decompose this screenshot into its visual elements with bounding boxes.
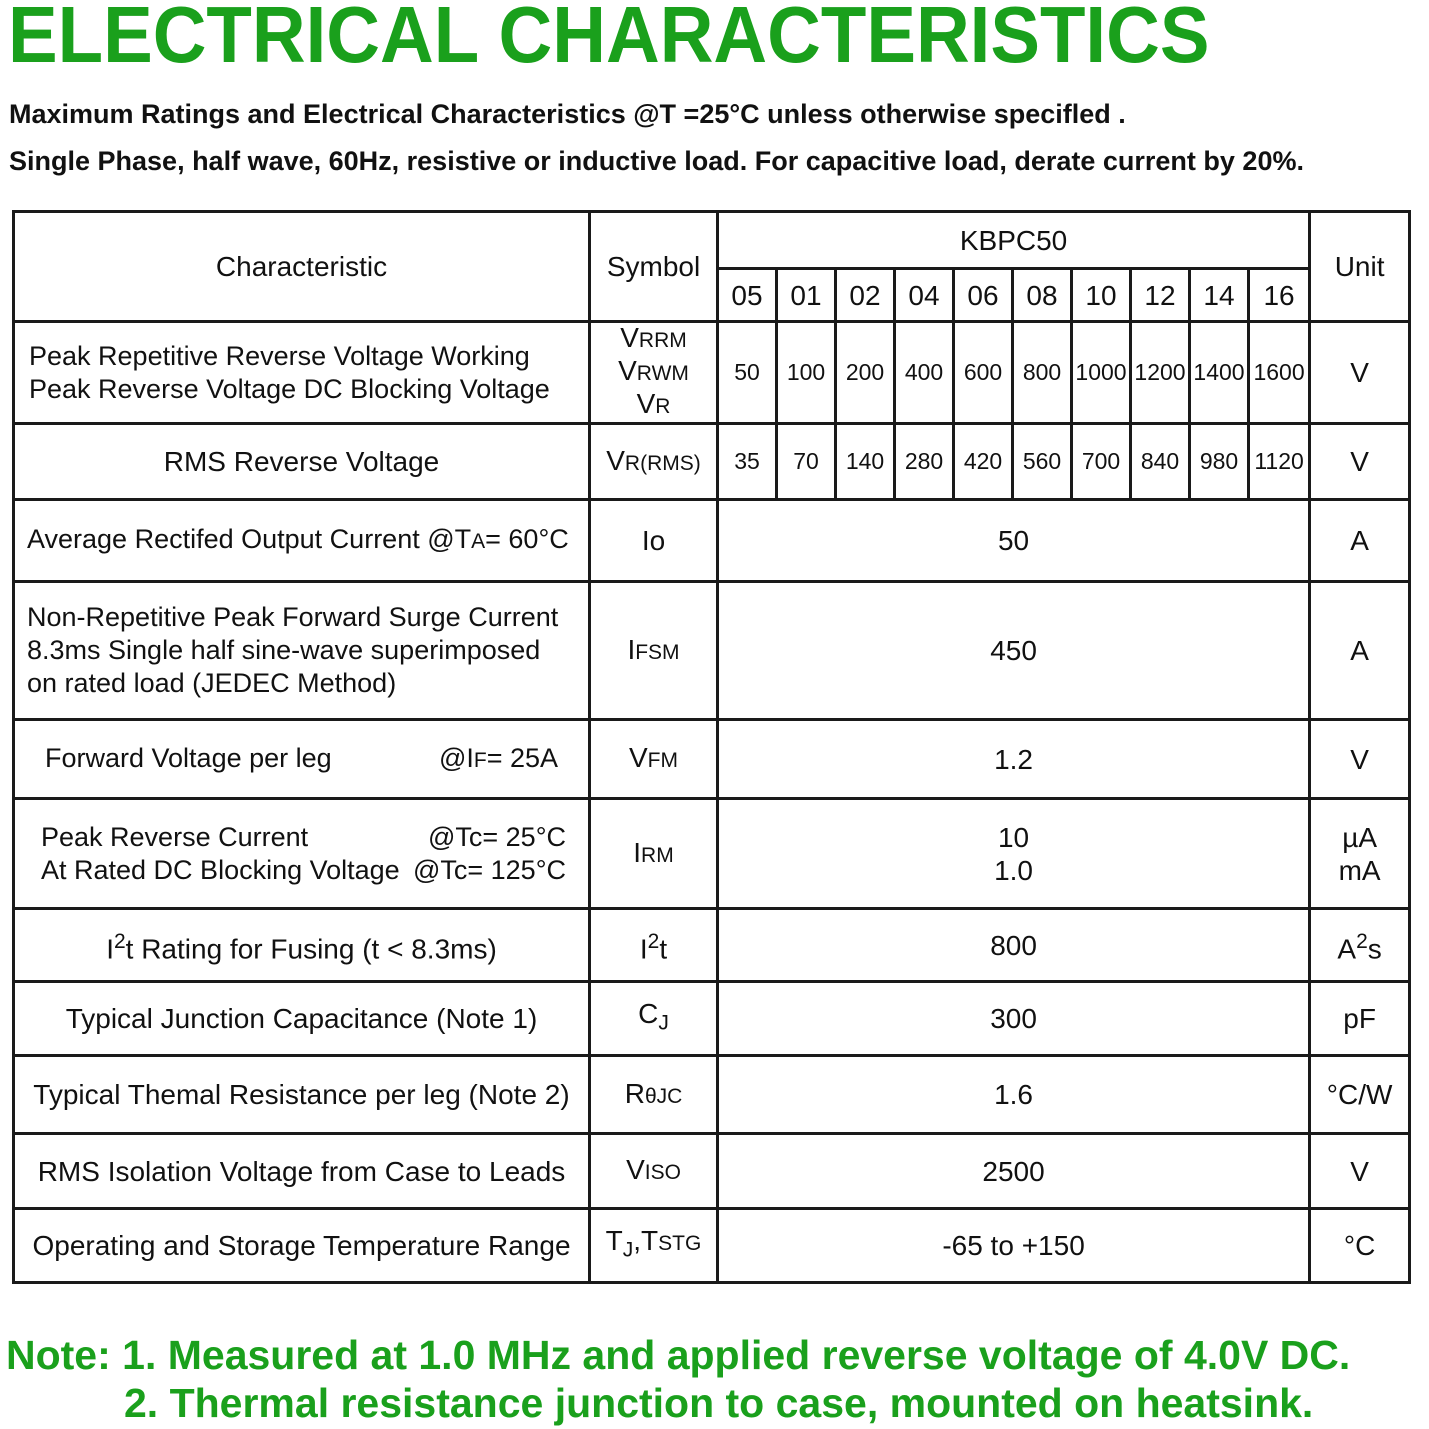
table-row bbox=[14, 424, 1410, 500]
value-cell: 1120 bbox=[1249, 424, 1310, 500]
desc-condition: @Tc= 125°C bbox=[412, 854, 566, 885]
symbol-subscript: RM bbox=[641, 843, 674, 867]
symbol-subscript: RWM bbox=[636, 362, 689, 385]
symbol-subscript: J bbox=[622, 1238, 634, 1262]
symbol-subscript: STG bbox=[658, 1232, 702, 1256]
desc-text: Average Rectifed Output Current @T bbox=[27, 524, 472, 554]
condition-text: @I bbox=[438, 742, 474, 773]
variant-cell: 10 bbox=[1072, 269, 1131, 322]
symbol-main: V bbox=[628, 742, 648, 773]
value-cell: 1600 bbox=[1249, 322, 1310, 424]
variant-cell: 05 bbox=[718, 269, 777, 322]
symbol-main: V bbox=[620, 322, 639, 353]
symbol-superscript: 2 bbox=[647, 929, 660, 953]
value-cell: 1000 bbox=[1072, 322, 1131, 424]
unit-cell: V bbox=[1310, 1134, 1410, 1209]
symbol-main: T bbox=[641, 1225, 659, 1257]
desc-text: At Rated DC Blocking Voltage bbox=[41, 854, 400, 885]
desc-text: Forward Voltage per leg bbox=[45, 742, 332, 773]
unit-cell: V bbox=[1310, 322, 1410, 424]
variant-cell: 14 bbox=[1190, 269, 1249, 322]
symbol-main: V bbox=[618, 355, 637, 386]
symbol-main: I bbox=[633, 836, 642, 868]
row-symbol bbox=[590, 720, 718, 799]
row-description: Operating and Storage Temperature Range bbox=[14, 1209, 590, 1283]
symbol-main: T bbox=[605, 1225, 623, 1257]
value-cell: 980 bbox=[1190, 424, 1249, 500]
value-cell: 300 bbox=[718, 982, 1310, 1056]
desc-text: t Rating for Fusing (t < 8.3ms) bbox=[125, 933, 497, 965]
desc-line: Non-Repetitive Peak Forward Surge Current bbox=[27, 602, 559, 632]
symbol-separator: , bbox=[633, 1225, 642, 1257]
header-characteristic: Characteristic bbox=[14, 212, 590, 322]
unit-text: A bbox=[1337, 933, 1357, 965]
symbol-line bbox=[591, 323, 716, 356]
desc-pair bbox=[41, 854, 588, 887]
page-title: ELECTRICAL CHARACTERISTICS bbox=[8, 0, 1210, 79]
unit-cell bbox=[1310, 909, 1410, 982]
symbol-main: I bbox=[639, 933, 648, 965]
value-cell: 1200 bbox=[1131, 322, 1190, 424]
row-description: RMS Isolation Voltage from Case to Leads bbox=[14, 1134, 590, 1209]
table-row bbox=[14, 720, 1410, 799]
unit-cell: °C/W bbox=[1310, 1056, 1410, 1134]
symbol-line bbox=[591, 389, 716, 422]
value-cell: 1.2 bbox=[718, 720, 1310, 799]
variant-cell: 12 bbox=[1131, 269, 1190, 322]
table-row bbox=[14, 1134, 1410, 1209]
symbol-subscript: FSM bbox=[635, 640, 680, 664]
unit-cell: V bbox=[1310, 424, 1410, 500]
unit-text: s bbox=[1367, 933, 1382, 965]
note-2: 2. Thermal resistance junction to case, mounted on heatsink. bbox=[124, 1380, 1314, 1426]
row-description bbox=[14, 322, 590, 424]
table-row bbox=[14, 799, 1410, 909]
condition-subscript: F bbox=[473, 748, 487, 772]
table-row bbox=[14, 909, 1410, 982]
desc-pair bbox=[41, 821, 588, 854]
row-description bbox=[14, 720, 590, 799]
variant-cell: 06 bbox=[954, 269, 1013, 322]
unit-cell: pF bbox=[1310, 982, 1410, 1056]
symbol-main: C bbox=[638, 998, 659, 1030]
desc-line: 8.3ms Single half sine-wave superimposed bbox=[27, 635, 541, 665]
unit-cell: A bbox=[1310, 582, 1410, 720]
characteristics-table bbox=[12, 210, 1411, 1284]
value-cell: 600 bbox=[954, 322, 1013, 424]
row-description: RMS Reverse Voltage bbox=[14, 424, 590, 500]
table-row bbox=[14, 500, 1410, 582]
value-line: 1.0 bbox=[994, 854, 1034, 886]
subtitle-ratings: Maximum Ratings and Electrical Characteristics @T =25°C unless otherwise specifled . bbox=[9, 99, 1126, 129]
symbol-subscript: ISO bbox=[644, 1161, 681, 1184]
value-cell: 700 bbox=[1072, 424, 1131, 500]
variant-cell: 04 bbox=[895, 269, 954, 322]
row-symbol bbox=[590, 582, 718, 720]
value-cell: 100 bbox=[777, 322, 836, 424]
row-symbol bbox=[590, 1056, 718, 1134]
row-description bbox=[14, 500, 590, 582]
table-row bbox=[14, 1056, 1410, 1134]
row-symbol bbox=[590, 424, 718, 500]
value-cell: 50 bbox=[718, 500, 1310, 582]
header-series: KBPC50 bbox=[718, 212, 1310, 269]
symbol-main: V bbox=[636, 388, 656, 419]
row-symbol: Io bbox=[590, 500, 718, 582]
desc-pair bbox=[45, 742, 588, 777]
symbol-line bbox=[591, 356, 716, 389]
symbol-subscript: FM bbox=[647, 749, 678, 772]
desc-line: on rated load (JEDEC Method) bbox=[27, 668, 397, 698]
symbol-subscript: R bbox=[655, 395, 671, 418]
value-cell: 1400 bbox=[1190, 322, 1249, 424]
row-description bbox=[14, 582, 590, 720]
value-cell: 450 bbox=[718, 582, 1310, 720]
row-description: Typical Themal Resistance per leg (Note 2) bbox=[14, 1056, 590, 1134]
row-symbol bbox=[590, 799, 718, 909]
symbol-main: I bbox=[627, 633, 636, 665]
table-row bbox=[14, 322, 1410, 424]
unit-line: mA bbox=[1338, 854, 1381, 886]
desc-text: I bbox=[106, 933, 114, 965]
desc-subscript: A bbox=[471, 530, 486, 553]
value-cell: 800 bbox=[718, 909, 1310, 982]
table-row bbox=[14, 1209, 1410, 1283]
value-cell: 2500 bbox=[718, 1134, 1310, 1209]
unit-superscript: 2 bbox=[1356, 929, 1368, 953]
desc-text: Peak Reverse Current bbox=[41, 821, 309, 852]
note-1: Note: 1. Measured at 1.0 MHz and applied reverse voltage of 4.0V DC. bbox=[6, 1332, 1351, 1378]
value-cell: 200 bbox=[836, 322, 895, 424]
value-line: 10 bbox=[997, 821, 1030, 853]
symbol-main: t bbox=[659, 933, 668, 965]
symbol-main: R bbox=[624, 1077, 645, 1109]
desc-condition: @Tc= 25°C bbox=[427, 821, 566, 852]
variant-cell: 01 bbox=[777, 269, 836, 322]
value-cell: 840 bbox=[1131, 424, 1190, 500]
value-cell: 420 bbox=[954, 424, 1013, 500]
desc-line: Peak Reverse Voltage DC Blocking Voltage bbox=[29, 373, 550, 404]
row-symbol bbox=[590, 322, 718, 424]
subtitle-load: Single Phase, half wave, 60Hz, resistive or inductive load. For capacitive load, derate current by 20%. bbox=[9, 146, 1304, 176]
header-unit: Unit bbox=[1310, 212, 1410, 322]
row-description bbox=[14, 909, 590, 982]
value-cell: -65 to +150 bbox=[718, 1209, 1310, 1283]
variant-cell: 08 bbox=[1013, 269, 1072, 322]
value-cell: 70 bbox=[777, 424, 836, 500]
value-cell: 400 bbox=[895, 322, 954, 424]
unit-cell: V bbox=[1310, 720, 1410, 799]
row-symbol bbox=[590, 909, 718, 982]
symbol-subscript: J bbox=[658, 1011, 669, 1035]
value-cell: 50 bbox=[718, 322, 777, 424]
symbol-main: V bbox=[606, 444, 625, 476]
value-cell: 140 bbox=[836, 424, 895, 500]
desc-line: Peak Repetitive Reverse Voltage Working bbox=[29, 340, 530, 371]
header-row bbox=[14, 212, 1410, 269]
unit-cell: °C bbox=[1310, 1209, 1410, 1283]
unit-line: µA bbox=[1342, 821, 1377, 853]
value-cell: 560 bbox=[1013, 424, 1072, 500]
value-cell bbox=[718, 799, 1310, 909]
value-cell: 800 bbox=[1013, 322, 1072, 424]
unit-cell bbox=[1310, 799, 1410, 909]
value-cell: 280 bbox=[895, 424, 954, 500]
desc-text: = 60°C bbox=[485, 524, 569, 554]
symbol-subscript: RRM bbox=[638, 329, 687, 352]
symbol-main: V bbox=[626, 1154, 645, 1185]
row-description bbox=[14, 799, 590, 909]
row-description: Typical Junction Capacitance (Note 1) bbox=[14, 982, 590, 1056]
variant-cell: 16 bbox=[1249, 269, 1310, 322]
row-symbol bbox=[590, 982, 718, 1056]
unit-cell: A bbox=[1310, 500, 1410, 582]
symbol-subscript: R(RMS) bbox=[624, 451, 701, 475]
desc-condition bbox=[439, 742, 558, 777]
row-symbol bbox=[590, 1134, 718, 1209]
desc-superscript: 2 bbox=[113, 929, 126, 953]
value-cell: 1.6 bbox=[718, 1056, 1310, 1134]
variant-cell: 02 bbox=[836, 269, 895, 322]
table-row bbox=[14, 982, 1410, 1056]
value-cell: 35 bbox=[718, 424, 777, 500]
symbol-subscript: θJC bbox=[644, 1084, 683, 1108]
table-row bbox=[14, 582, 1410, 720]
condition-text: = 25A bbox=[486, 742, 558, 773]
row-symbol bbox=[590, 1209, 718, 1283]
header-symbol: Symbol bbox=[590, 212, 718, 322]
